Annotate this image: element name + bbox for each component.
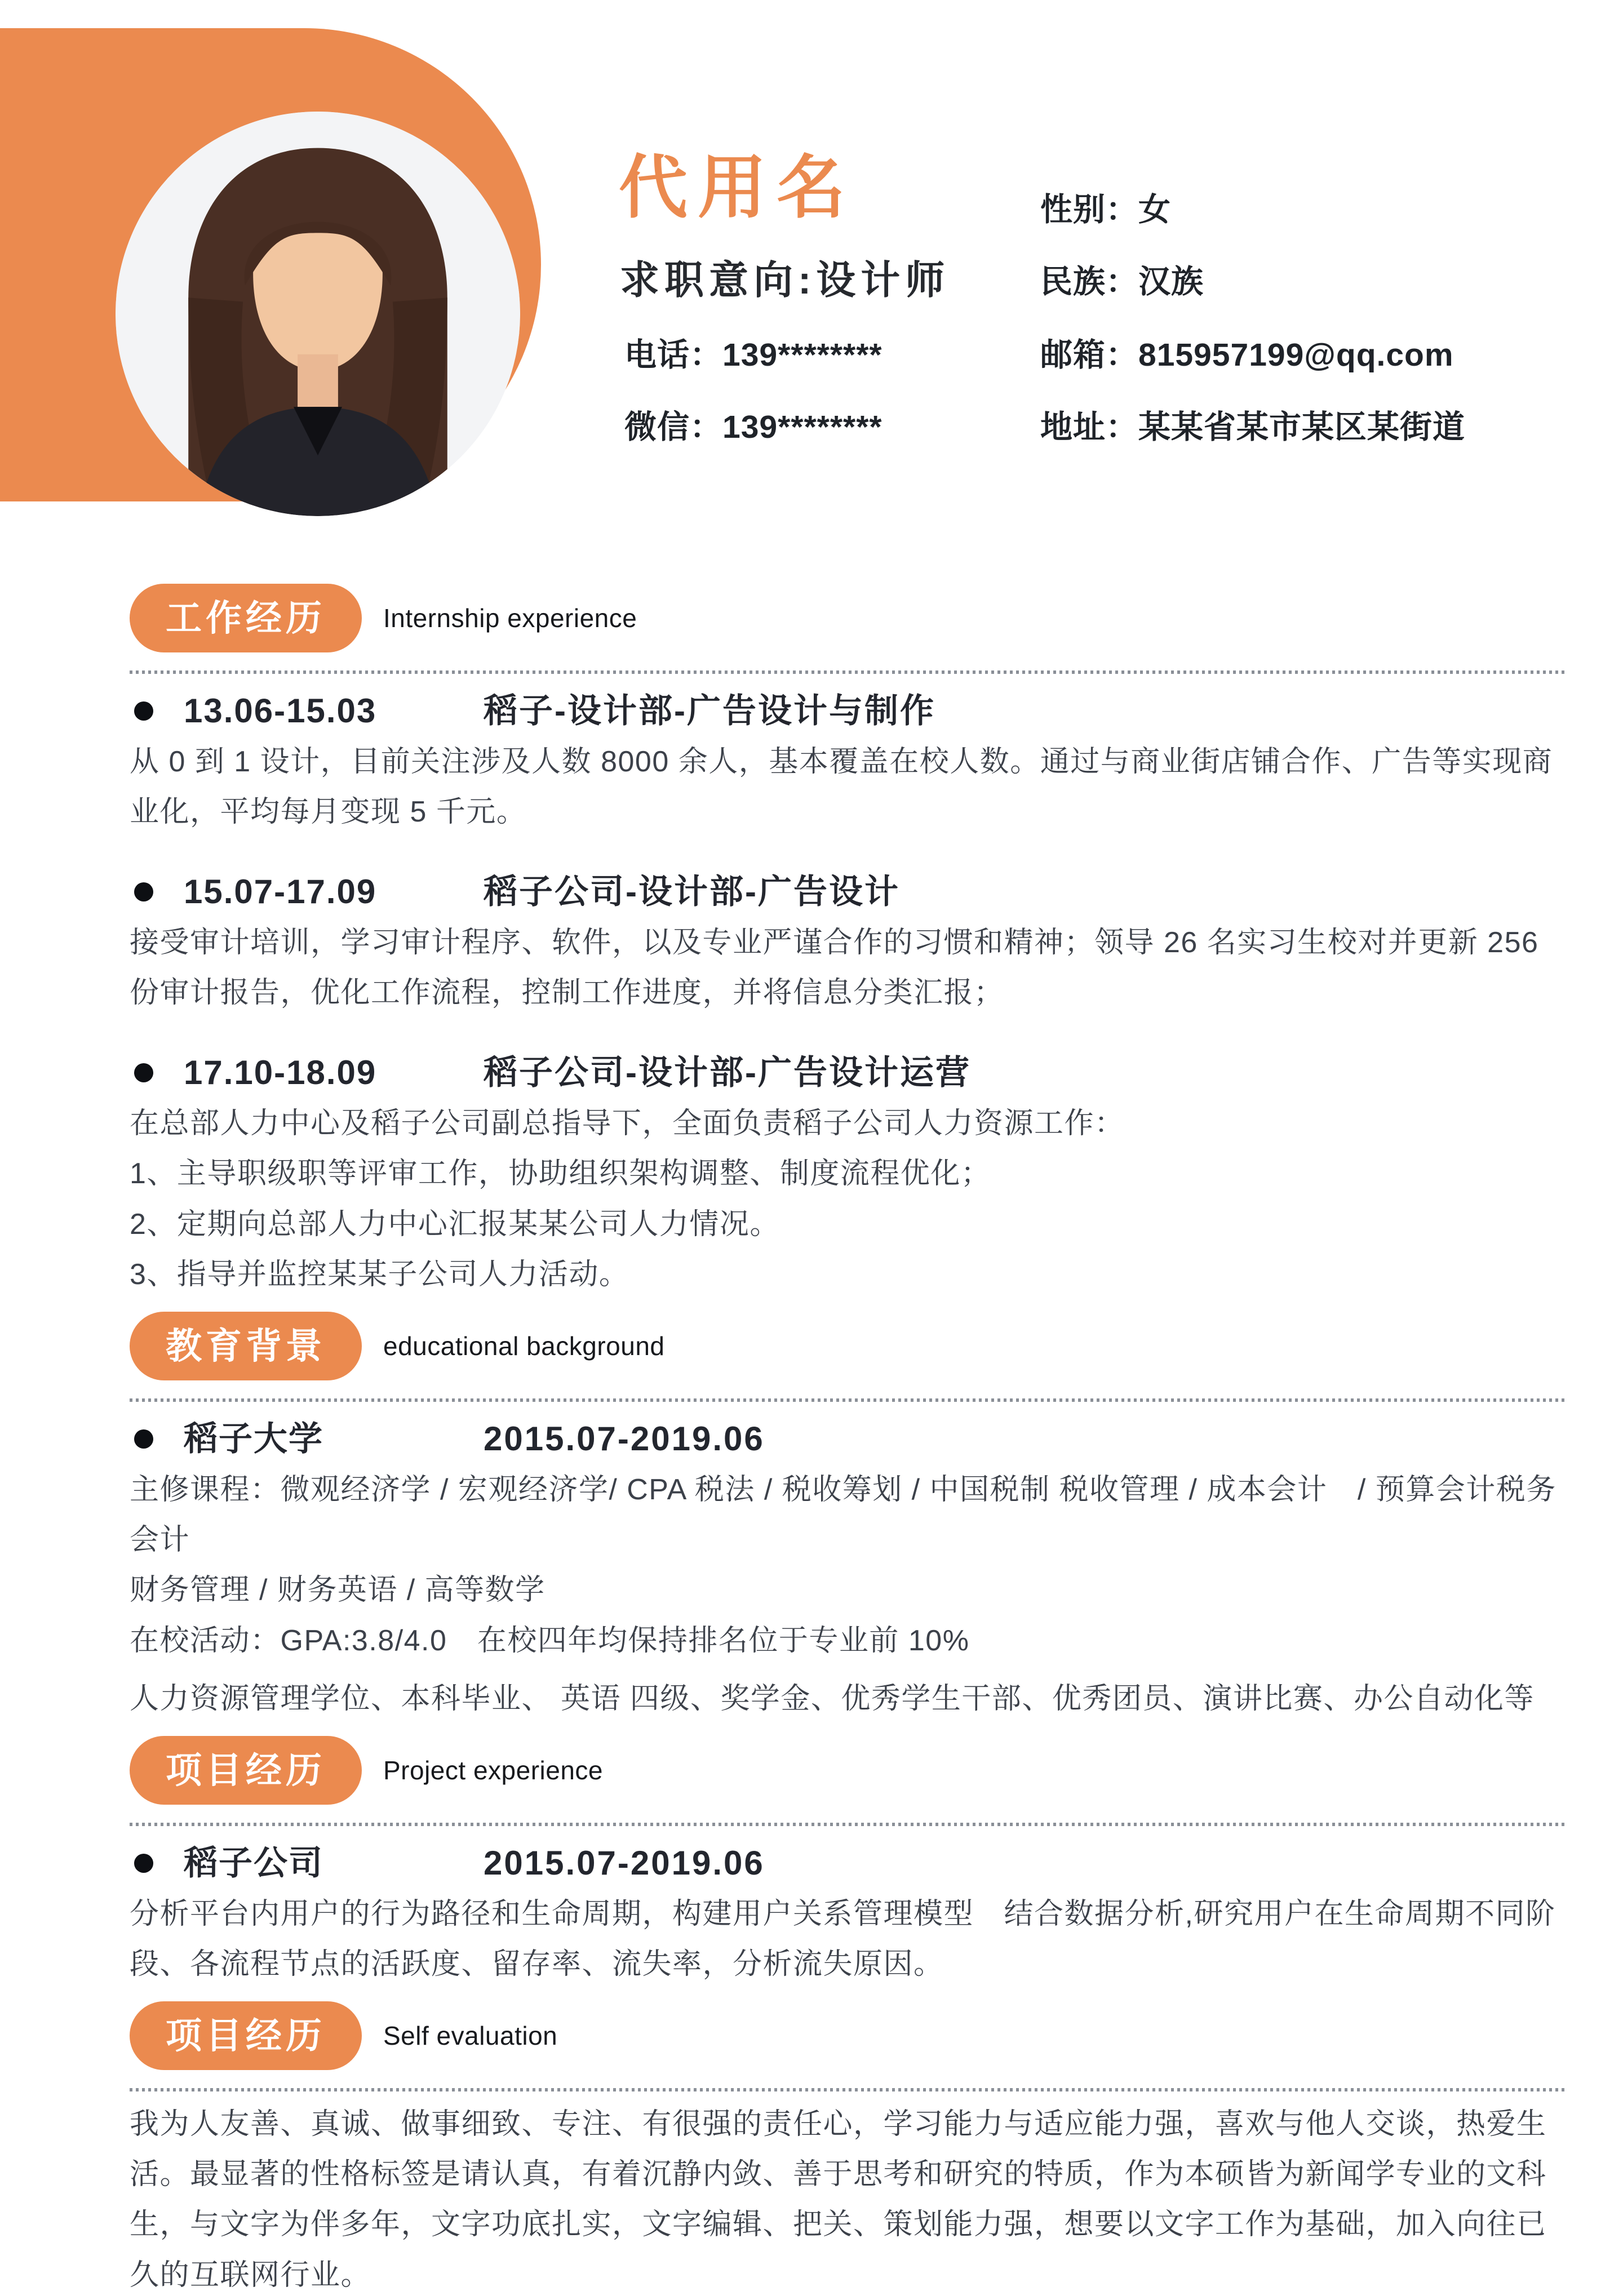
gender-row (1040, 194, 1171, 226)
section-project-experience (130, 1736, 1567, 1990)
email-label: 邮箱： (1040, 337, 1138, 373)
school-name: 稻子大学 (184, 1419, 323, 1458)
work-entry-2-heading (130, 872, 1567, 912)
entry-title: 稻子-设计部-广告设计与制作 (484, 692, 935, 730)
wechat-label: 微信： (624, 409, 722, 445)
entry-body-line: 从 0 到 1 设计，目前关注涉及人数 8000 余人，基本覆盖在校人数。通过与商业街店铺合作、广告等实现商业化，平均每月变现 5 千元。 (130, 745, 1553, 829)
project-entry-heading (130, 1843, 1567, 1884)
address-label: 地址： (1040, 409, 1138, 445)
education-entry-heading (130, 1419, 1567, 1459)
entry-body-line: 主修课程：微观经济学 / 宏观经济学/ CPA 税法 / 税收筹划 / 中国税制 税收管理 / 成本会计 / 预算会计税务会计 (130, 1473, 1557, 1556)
section-work-experience (130, 584, 1567, 1300)
address-row (1040, 411, 1465, 443)
entry-awards-line: 人力资源管理学位、本科毕业、 英语 四级、奖学金、优秀学生干部、优秀团员、演讲比赛、办公自动化等 (130, 1682, 1535, 1716)
entry-body-line: 财务管理 / 财务英语 / 高等数学 (130, 1574, 546, 1607)
entry-body-line: 接受审计培训，学习审计程序、软件，以及专业严谨合作的习惯和精神；领导 26 名实习生校对并更新 256 份审计报告，优化工作流程，控制工作进度，并将信息分类汇报； (130, 926, 1539, 1010)
bullet-icon (134, 882, 153, 901)
self-evaluation-text: 我为人友善、真诚、做事细致、专注、有很强的责任心，学习能力与适应能力强，喜欢与他人交谈，热爱生活。最显著的性格标签是请认真，有着沉静内敛、善于思考和研究的特质，作为本硕皆为新闻学专业的文科生，与文字为伴多年，文字功底扎实，文字编辑、把关、策划能力强，想要以文字工作为基础，加入向往已久的互联网行业。 (130, 2107, 1547, 2291)
section-header (130, 2001, 1567, 2070)
section-header (130, 1736, 1567, 1805)
entry-date: 13.06-15.03 (184, 692, 377, 730)
entry-body-line: 分析平台内用户的行为路径和生命周期，构建用户关系管理模型 结合数据分析,研究用户在生命周期不同阶段、各流程节点的活跃度、留存率、流失率，分析流失原因。 (130, 1897, 1556, 1981)
bullet-icon (134, 701, 153, 721)
entry-body-line: 1、主导职级职等评审工作，协助组织架构调整、制度流程优化； (130, 1157, 991, 1191)
section-header (130, 1312, 1567, 1380)
phone-value: 139******** (722, 337, 883, 373)
header-accent-blob (0, 28, 541, 501)
section-education (130, 1312, 1567, 1725)
ethnicity-row (1040, 266, 1204, 298)
bullet-icon (134, 1429, 153, 1449)
address-value: 某某省某市某区某街道 (1138, 409, 1465, 445)
work-entry-1-heading (130, 691, 1567, 731)
phone-label: 电话： (624, 337, 722, 373)
section-header (130, 584, 1567, 652)
work-entry-3-heading (130, 1052, 1567, 1093)
section-title-pill: 项目经历 (130, 2001, 362, 2070)
entry-date: 17.10-18.09 (184, 1053, 377, 1091)
resume-content (130, 584, 1567, 2296)
section-title-pill: 教育背景 (130, 1312, 362, 1380)
gender-label: 性别： (1040, 192, 1138, 228)
entry-title: 稻子公司-设计部-广告设计 (484, 872, 900, 911)
phone-row (624, 339, 883, 371)
section-title-en: educational background (383, 1331, 665, 1361)
entry-date: 15.07-17.09 (184, 872, 377, 911)
entry-title: 稻子公司-设计部-广告设计运营 (484, 1053, 971, 1091)
bullet-icon (134, 1854, 153, 1873)
dotted-divider (130, 1823, 1567, 1826)
section-title-en: Project experience (383, 1755, 603, 1785)
profile-photo (116, 112, 520, 516)
gender-value: 女 (1138, 192, 1171, 228)
job-objective: 求职意向:设计师 (620, 258, 950, 302)
portrait-photo-illustration (116, 112, 520, 516)
entry-body-line: 2、定期向总部人力中心汇报某某公司人力情况。 (130, 1207, 780, 1241)
entry-body-line: 在校活动：GPA:3.8/4.0 在校四年均保持排名位于专业前 10% (130, 1624, 970, 1657)
section-self-evaluation (130, 2001, 1567, 2296)
ethnicity-label: 民族： (1040, 264, 1138, 300)
email-row (1040, 339, 1454, 371)
section-title-en: Self evaluation (383, 2020, 558, 2050)
company-name: 稻子公司 (184, 1844, 323, 1882)
dotted-divider (130, 2088, 1567, 2091)
wechat-row (624, 411, 883, 443)
dotted-divider (130, 1398, 1567, 1402)
entry-date: 2015.07-2019.06 (484, 1844, 765, 1882)
entry-date: 2015.07-2019.06 (484, 1419, 765, 1458)
dotted-divider (130, 670, 1567, 674)
section-title-pill: 项目经历 (130, 1736, 362, 1805)
wechat-value: 139******** (722, 409, 883, 445)
bullet-icon (134, 1063, 153, 1082)
email-value: 815957199@qq.com (1138, 337, 1454, 373)
candidate-name: 代用名 (619, 149, 855, 226)
ethnicity-value: 汉族 (1138, 264, 1204, 300)
entry-body-line: 3、指导并监控某某子公司人力活动。 (130, 1258, 629, 1291)
section-title-pill: 工作经历 (130, 584, 362, 652)
section-title-en: Internship experience (383, 603, 637, 633)
entry-body-line: 在总部人力中心及稻子公司副总指导下，全面负责稻子公司人力资源工作： (130, 1107, 1125, 1140)
